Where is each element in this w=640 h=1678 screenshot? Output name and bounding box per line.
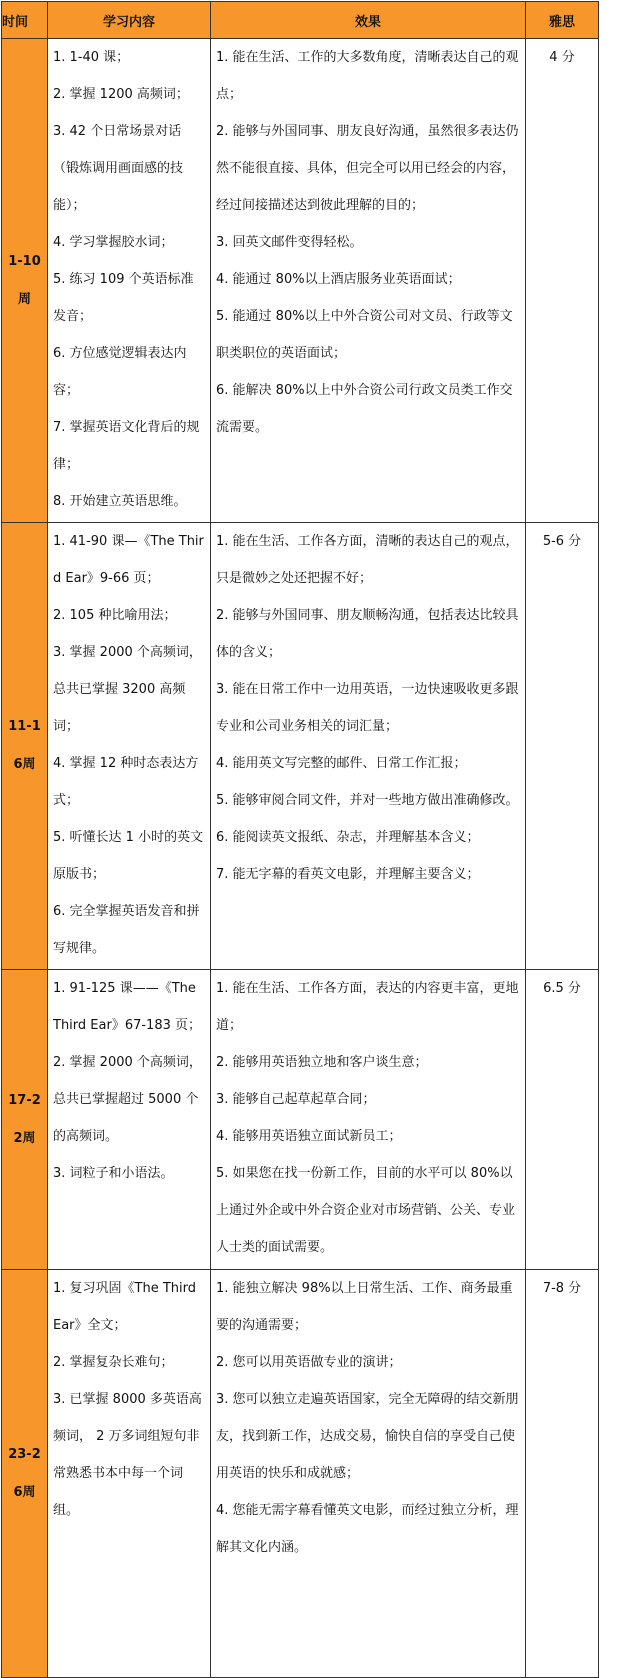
row-ielts: 5-6 分 bbox=[526, 523, 599, 970]
row-time: 23-26周 bbox=[2, 1270, 48, 1678]
effect-item: 6. 能阅读英文报纸、杂志，并理解基本含义； bbox=[216, 830, 480, 845]
content-item: 2. 105 种比喻用法； bbox=[53, 608, 177, 623]
content-item: 6. 方位感觉逻辑表达内容； bbox=[53, 346, 187, 398]
content-item: 2. 掌握 2000 个高频词，总共已掌握超过 5000 个的高频词。 bbox=[53, 1055, 202, 1144]
content-item: 2. 掌握 1200 高频词； bbox=[53, 87, 189, 102]
table-row bbox=[2, 39, 599, 523]
row-content bbox=[48, 39, 211, 523]
table-row bbox=[2, 970, 599, 1270]
row-content bbox=[48, 523, 211, 970]
row-effect bbox=[211, 1270, 526, 1678]
effect-item: 2. 能够与外国同事、朋友顺畅沟通，包括表达比较具体的含义； bbox=[216, 608, 519, 660]
content-item: 1. 1-40 课； bbox=[53, 50, 130, 65]
content-item: 5. 听懂长达 1 小时的英文原版书； bbox=[53, 830, 204, 882]
effect-item: 2. 能够与外国同事、朋友良好沟通，虽然很多表达仍然不能很直接、具体，但完全可以用已经会的内容，经过间接描述达到彼此理解的目的； bbox=[216, 124, 519, 213]
header-row bbox=[2, 2, 599, 39]
content-item: 4. 掌握 12 种时态表达方式； bbox=[53, 756, 199, 808]
row-time: 11-16周 bbox=[2, 523, 48, 970]
effect-item: 2. 能够用英语独立地和客户谈生意； bbox=[216, 1055, 428, 1070]
content-item: 1. 41-90 课—《The Third Ear》9-66 页； bbox=[53, 534, 204, 586]
table-row bbox=[2, 523, 599, 970]
content-item: 6. 完全掌握英语发音和拼写规律。 bbox=[53, 904, 200, 956]
header-ielts: 雅思 bbox=[526, 2, 599, 39]
effect-item: 1. 能独立解决 98%以上日常生活、工作、商务最重要的沟通需要； bbox=[216, 1281, 513, 1333]
content-item: 1. 91-125 课——《The Third Ear》67-183 页； bbox=[53, 981, 201, 1033]
effect-item: 4. 能够用英语独立面试新员工； bbox=[216, 1129, 402, 1144]
effect-item: 1. 能在生活、工作的大多数角度，清晰表达自己的观点； bbox=[216, 50, 519, 102]
row-effect bbox=[211, 523, 526, 970]
row-effect bbox=[211, 39, 526, 523]
effect-item: 7. 能无字幕的看英文电影，并理解主要含义； bbox=[216, 867, 480, 882]
effect-item: 3. 您可以独立走遍英语国家，完全无障碍的结交新朋友，找到新工作，达成交易，愉快自信的享受自己使用英语的快乐和成就感； bbox=[216, 1392, 519, 1481]
effect-item: 4. 能用英文写完整的邮件、日常工作汇报； bbox=[216, 756, 467, 771]
effect-item: 2. 您可以用英语做专业的演讲； bbox=[216, 1355, 402, 1370]
content-item: 3. 词粒子和小语法。 bbox=[53, 1166, 174, 1181]
effect-item: 1. 能在生活、工作各方面，清晰的表达自己的观点，只是微妙之处还把握不好； bbox=[216, 534, 519, 586]
row-content bbox=[48, 1270, 211, 1678]
content-item: 1. 复习巩固《The Third Ear》全文； bbox=[53, 1281, 197, 1333]
content-item: 3. 掌握 2000 个高频词，总共已掌握 3200 高频词； bbox=[53, 645, 202, 734]
table-row bbox=[2, 1270, 599, 1678]
content-item: 3. 42 个日常场景对话（锻炼调用画面感的技能）； bbox=[53, 124, 184, 213]
content-item: 7. 掌握英语文化背后的规律； bbox=[53, 420, 200, 472]
header-content: 学习内容 bbox=[48, 2, 211, 39]
row-time: 17-22周 bbox=[2, 970, 48, 1270]
row-ielts: 7-8 分 bbox=[526, 1270, 599, 1678]
row-effect bbox=[211, 970, 526, 1270]
row-ielts: 4 分 bbox=[526, 39, 599, 523]
effect-item: 1. 能在生活、工作各方面，表达的内容更丰富，更地道； bbox=[216, 981, 519, 1033]
effect-item: 5. 能够审阅合同文件，并对一些地方做出准确修改。 bbox=[216, 793, 519, 808]
effect-item: 3. 能在日常工作中一边用英语，一边快速吸收更多跟专业和公司业务相关的词汇量； bbox=[216, 682, 519, 734]
row-ielts: 6.5 分 bbox=[526, 970, 599, 1270]
content-item: 5. 练习 109 个英语标准发音； bbox=[53, 272, 194, 324]
effect-item: 6. 能解决 80%以上中外合资公司行政文员类工作交流需要。 bbox=[216, 383, 513, 435]
effect-item: 5. 能通过 80%以上中外合资公司对文员、行政等文职类职位的英语面试； bbox=[216, 309, 513, 361]
content-item: 8. 开始建立英语思维。 bbox=[53, 494, 187, 509]
study-plan-table bbox=[1, 1, 599, 1678]
content-item: 4. 学习掌握胶水词； bbox=[53, 235, 174, 250]
effect-item: 4. 您能无需字幕看懂英文电影，而经过独立分析，理解其文化内涵。 bbox=[216, 1503, 519, 1555]
header-effect: 效果 bbox=[211, 2, 526, 39]
row-content bbox=[48, 970, 211, 1270]
content-item: 2. 掌握复杂长难句； bbox=[53, 1355, 174, 1370]
header-time: 时间 bbox=[2, 2, 48, 39]
effect-item: 4. 能通过 80%以上酒店服务业英语面试； bbox=[216, 272, 461, 287]
effect-item: 3. 能够自己起草起草合同； bbox=[216, 1092, 376, 1107]
row-time: 1-10周 bbox=[2, 39, 48, 523]
effect-item: 5. 如果您在找一份新工作，目前的水平可以 80%以上通过外企或中外合资企业对市场营销、公关、专业人士类的面试需要。 bbox=[216, 1166, 516, 1255]
effect-item: 3. 回英文邮件变得轻松。 bbox=[216, 235, 363, 250]
content-item: 3. 已掌握 8000 多英语高频词， 2 万多词组短句非常熟悉书本中每一个词组。 bbox=[53, 1392, 202, 1518]
